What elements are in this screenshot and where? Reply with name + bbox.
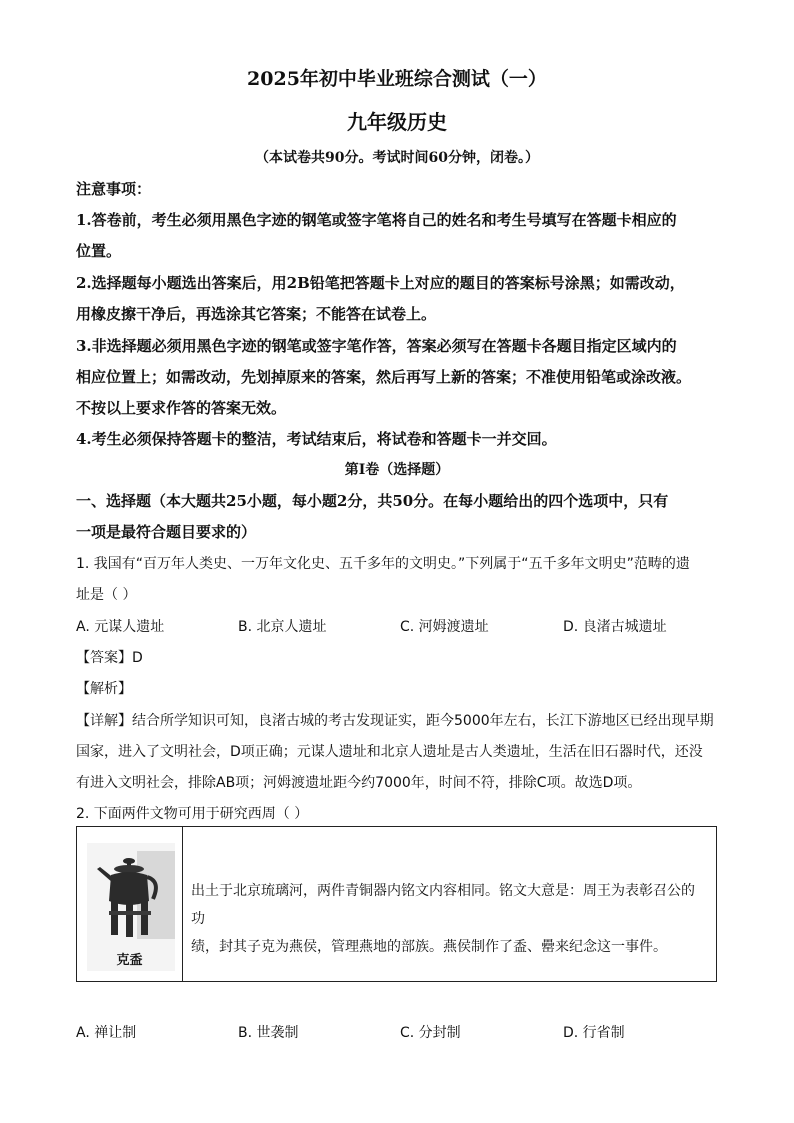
- q2-material-line-2: 绩，封其子克为燕侯，管理燕地的部族。燕侯制作了盉、罍来纪念这一事件。: [191, 939, 667, 955]
- q1-option-a: A. 元谋人遗址: [76, 619, 165, 635]
- q1-stem-cont: 址是（ ）: [76, 587, 137, 603]
- notice-item-1: 1.答卷前，考生必须用黑色字迹的钢笔或签字笔将自己的姓名和考生号填写在答题卡相应的: [76, 211, 677, 229]
- q2-option-c: C. 分封制: [400, 1025, 461, 1041]
- q2-option-d: D. 行省制: [563, 1025, 625, 1041]
- notice-item-3: 3.非选择题必须用黑色字迹的钢笔或签字笔作答，答案必须写在答题卡各题目指定区域内的: [76, 337, 677, 355]
- notice-item-1-cont: 位置。: [76, 242, 122, 260]
- exam-title: 2025年初中毕业班综合测试（一）: [247, 68, 547, 90]
- q1-answer: 【答案】D: [76, 650, 143, 666]
- q1-detail-cont2: 有进入文明社会，排除AB项；河姆渡遗址距今约7000年，时间不符，排除C项。故选D项。: [76, 775, 642, 791]
- section-title: 第I卷（选择题）: [344, 462, 450, 478]
- notice-heading: 注意事项：: [76, 180, 152, 198]
- q2-material-text: [191, 877, 706, 961]
- notice-item-2: 2.选择题每小题选出答案后，用2B铅笔把答题卡上对应的题目的答案标号涂黑；如需改动，: [76, 274, 685, 292]
- notice-item-3-cont2: 不按以上要求作答的答案无效。: [76, 399, 287, 417]
- q1-analysis-heading: 【解析】: [76, 681, 132, 697]
- q2-option-b: B. 世袭制: [238, 1025, 299, 1041]
- q2-material-table: [76, 826, 717, 982]
- notice-item-3-cont: 相应位置上；如需改动，先划掉原来的答案，然后再写上新的答案；不准使用铅笔或涂改液。: [76, 368, 692, 386]
- exam-note: （本试卷共90分。考试时间60分钟，闭卷。）: [255, 150, 539, 166]
- q2-option-a: A. 禅让制: [76, 1025, 137, 1041]
- section-intro: 一、选择题（本大题共25小题，每小题2分，共50分。在每小题给出的四个选项中，只有: [76, 492, 669, 510]
- q1-detail-cont: 国家，进入了文明社会，D项正确；元谋人遗址和北京人遗址是古人类遗址，生活在旧石器时代，还没: [76, 744, 703, 760]
- table-divider: [182, 827, 183, 981]
- notice-item-2-cont: 用橡皮擦干净后，再选涂其它答案；不能答在试卷上。: [76, 305, 437, 323]
- q2-material-line-1: 出土于北京琉璃河，两件青铜器内铭文内容相同。铭文大意是：周王为表彰召公的功: [191, 883, 695, 927]
- q1-option-b: B. 北京人遗址: [238, 619, 327, 635]
- exam-subject: 九年级历史: [347, 110, 447, 134]
- q2-stem: 2. 下面两件文物可用于研究西周（ ）: [76, 806, 309, 822]
- q1-option-d: D. 良渚古城遗址: [563, 619, 667, 635]
- q2-image-caption: 克盉: [116, 953, 143, 968]
- q1-stem: 1. 我国有“百万年人类史、一万年文化史、五千多年的文明史。”下列属于“五千多年文明史”范畴的遗: [76, 556, 690, 572]
- q1-option-c: C. 河姆渡遗址: [400, 619, 489, 635]
- section-intro-cont: 一项是最符合题目要求的）: [76, 523, 257, 541]
- q1-detail: 【详解】结合所学知识可知，良渚古城的考古发现证实，距今5000年左右，长江下游地区已经出现早期: [76, 713, 714, 729]
- notice-item-4: 4.考生必须保持答题卡的整洁，考试结束后，将试卷和答题卡一并交回。: [76, 430, 557, 448]
